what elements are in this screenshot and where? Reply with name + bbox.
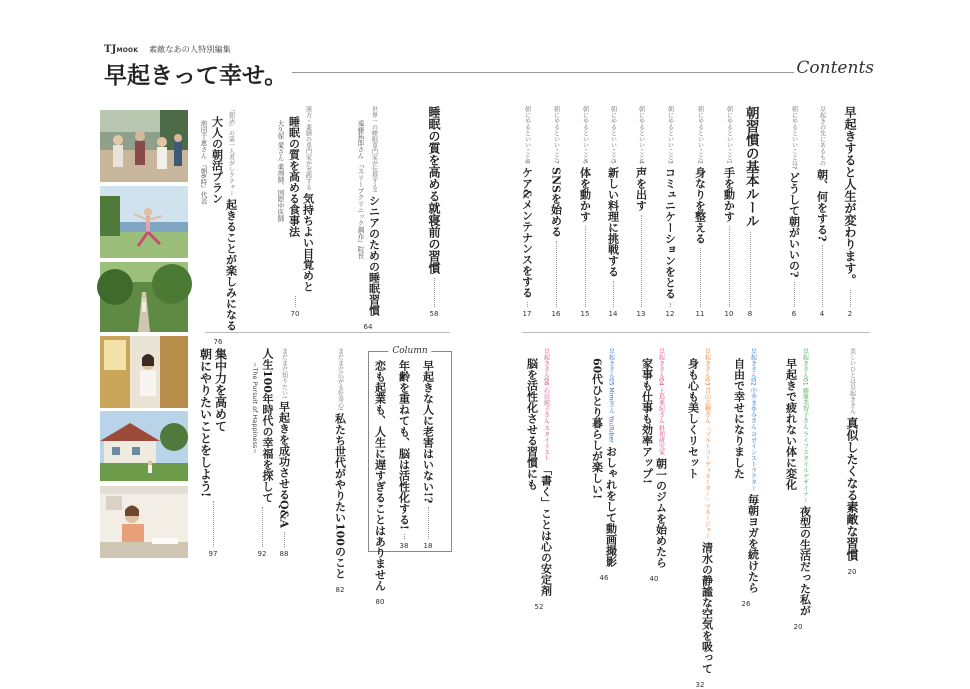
leader-dots <box>641 215 642 307</box>
page-number: 4 <box>819 310 825 318</box>
toc-entry[interactable] <box>814 106 830 318</box>
toc-kicker: 早起きさん02 中井まゆみさん ヨガインストラクター <box>749 348 757 492</box>
photo-garden-path <box>100 262 188 332</box>
toc-kicker: 早起きの先にあるもの <box>818 106 826 166</box>
page-number: 76 <box>213 338 223 346</box>
divider-right <box>522 332 870 333</box>
column-label: Column <box>388 346 431 356</box>
toc-subtitle: 池田千恵さん 『朝6時』代表 <box>199 120 208 205</box>
toc-kicker: 漢方・薬膳の専門家が実践する <box>304 106 312 190</box>
toc-entry[interactable] <box>605 106 621 318</box>
series-name: 素敵なあの人特別編集 <box>148 45 231 54</box>
page-header <box>104 40 874 92</box>
leader-dots <box>750 232 751 308</box>
divider-left <box>205 332 450 333</box>
toc-title: 真似したくなる素敵な習慣 <box>845 417 859 561</box>
page-number: 92 <box>257 550 267 558</box>
toc-kicker: 早起きさん01 藤原美智子さん ライフスタイルデザイナー <box>801 348 809 504</box>
page-number: 15 <box>580 310 590 318</box>
page-number: 64 <box>363 323 373 332</box>
toc-title: 睡眠の質を高める就寝前の習慣 <box>427 106 441 274</box>
leader-dots <box>428 507 429 539</box>
toc-title: ケア&メンテナンスをする <box>520 166 534 298</box>
toc-entry[interactable] <box>548 106 564 318</box>
toc-entry[interactable] <box>275 106 315 318</box>
toc-title-line2: 早起きで疲れない体に変化 <box>784 358 798 490</box>
toc-entry[interactable] <box>633 106 649 318</box>
toc-entry[interactable] <box>249 348 275 558</box>
toc-title: 早起きを成功させるQ&A <box>277 401 291 529</box>
toc-entry[interactable] <box>742 106 758 318</box>
leader-dots <box>295 296 296 307</box>
toc-title: 気持ちよい目覚めと <box>301 193 315 292</box>
toc-title-line2: 睡眠の質を高める食事法 <box>287 116 301 237</box>
toc-title: 朝一のジムを始めたら <box>654 458 668 569</box>
photo-group-exercise <box>100 110 188 182</box>
toc-entry[interactable] <box>426 106 442 318</box>
toc-title: SNSを始める <box>549 166 563 237</box>
toc-title-line2: 身も心も美しくリセット <box>686 358 700 479</box>
toc-entry[interactable] <box>639 348 669 584</box>
toc-title: 清水の静謐な空気を吸って <box>700 542 714 675</box>
toc-title: おしゃれをして動画撮影 <box>604 445 618 567</box>
leader-dots <box>729 226 730 307</box>
leader-dots <box>822 245 823 307</box>
page-number: 17 <box>522 310 532 318</box>
leader-dots <box>794 282 795 307</box>
page-number: 32 <box>695 681 705 689</box>
toc-kicker: 朝にやるといいこと6 <box>581 106 589 164</box>
page-number: 16 <box>551 310 561 318</box>
toc-title: 起きることが楽しみになる <box>224 199 238 331</box>
toc-kicker: 早起きさん03 青山志穂さん 『ソルトコーディネーター』マネージャー <box>703 348 711 540</box>
page-number: 11 <box>695 310 705 318</box>
toc-entry[interactable] <box>372 360 388 606</box>
leader-dots <box>434 278 435 307</box>
page-number: 14 <box>608 310 618 318</box>
toc-entry[interactable] <box>721 106 737 318</box>
page-number: 58 <box>429 310 439 318</box>
toc-entry[interactable] <box>842 106 858 318</box>
toc-title: 私たち世代がやりたい100のこと <box>333 413 347 580</box>
page-number: 38 <box>399 542 409 550</box>
header-rule <box>292 72 794 73</box>
toc-kicker: 朝にやるといいこと4 <box>637 106 645 164</box>
toc-entry[interactable] <box>577 106 593 318</box>
page-number: 20 <box>847 568 857 576</box>
contents-label: Contents <box>796 58 874 78</box>
toc-subtitle: ~The Pursuit of Happiness~ <box>251 362 259 454</box>
toc-entry[interactable] <box>519 106 535 318</box>
toc-title: 「書く」ことは心の安定剤 <box>539 464 553 597</box>
toc-title: 集中力を高めて <box>213 348 228 432</box>
toc-title: 毎朝ヨガを続けたら <box>746 494 760 594</box>
page-number: 88 <box>279 550 289 558</box>
toc-kicker: 朝にやるといいこと8 <box>523 106 531 164</box>
toc-kicker: 朝にやるといいこと2 <box>696 106 704 164</box>
brand <box>104 44 231 55</box>
page-number: 12 <box>665 310 675 318</box>
page-number: 40 <box>649 575 659 584</box>
toc-title: 体を動かす <box>578 166 592 222</box>
brand-mook: MOOK <box>116 47 139 54</box>
photo-yoga-seaside <box>100 186 188 258</box>
toc-kicker: 朝にやるといいことは? <box>790 106 798 170</box>
toc-title: 早起きな人に老害はいない!? <box>421 360 435 504</box>
toc-kicker: 美しいひとは早起きさん <box>848 348 856 414</box>
toc-kicker: 朝にやるといいこと7 <box>552 106 560 164</box>
toc-title-line2: 60代ひとり暮らしが楽しい! <box>590 358 604 500</box>
page-number: 8 <box>747 310 753 318</box>
toc-entry[interactable] <box>844 348 860 576</box>
toc-kicker: 朝にやるといいこと3 <box>666 106 674 164</box>
page-number: 20 <box>793 623 803 632</box>
page-title: 早起きって幸せ。 <box>104 62 288 89</box>
page-number: 26 <box>741 600 751 609</box>
toc-entry[interactable] <box>198 348 228 558</box>
toc-entry[interactable] <box>692 106 708 318</box>
page-number: 6 <box>791 310 797 318</box>
toc-title: 声を出す <box>634 166 648 211</box>
toc-kicker: 世界一の睡眠専門家が伝授する! <box>370 106 378 193</box>
page-number: 10 <box>724 310 734 318</box>
page-number: 70 <box>290 310 300 318</box>
toc-kicker: 早起きさん06 石田純子さん スタイリスト <box>542 348 550 462</box>
page-number: 46 <box>599 573 609 582</box>
toc-title: 手を動かす <box>722 166 736 222</box>
toc-subtitle: 遠藤拓郎さん 『スリープクリニック調布』院長 <box>356 120 365 259</box>
toc-title: シニアのための睡眠習慣 <box>367 195 381 317</box>
photo-house-garden <box>100 411 188 481</box>
toc-kicker: 早起きさん04 上島亜紀さん 料理研究家 <box>657 348 665 456</box>
leader-dots <box>613 281 614 307</box>
toc-entry[interactable] <box>524 348 554 612</box>
toc-kicker: 朝にやるといいこと5 <box>609 106 617 164</box>
photo-writing-desk <box>100 486 188 558</box>
toc-title-line2: 朝にやりたいことをしよう! <box>198 348 213 498</box>
toc-entry[interactable] <box>662 106 678 318</box>
toc-title-line2: 脳を活性化させる習慣にも <box>525 358 539 490</box>
page-number: 13 <box>636 310 646 318</box>
leader-dots <box>262 507 263 547</box>
leader-dots <box>670 303 671 307</box>
toc-kicker: 「朝活」の第一人者がレクチャー <box>227 106 235 196</box>
leader-dots <box>213 501 214 547</box>
toc-title: 年齢を重ねても、脳は活性化する! <box>397 360 411 530</box>
toc-title: 朝、何をする? <box>815 169 829 242</box>
toc-subtitle: 大久保 愛さん 薬剤師、国際中医師 <box>276 120 285 222</box>
toc-title-line2: 自由で幸せになりました <box>732 358 746 479</box>
toc-title: 人生100年時代の幸福を探して <box>261 348 274 503</box>
toc-kicker: 早起きさん05 Mimiさん YouTuber <box>607 348 615 443</box>
toc-title: 身なりを整える <box>693 166 707 244</box>
toc-entry[interactable] <box>276 348 292 558</box>
toc-title-line2: 大人の朝活プラン <box>210 116 224 204</box>
leader-dots <box>850 290 851 307</box>
page-number: 82 <box>335 586 345 595</box>
toc-entry[interactable] <box>355 106 381 332</box>
toc-title: 新しい料理に挑戦する <box>606 166 620 277</box>
toc-entry[interactable] <box>198 106 238 346</box>
toc-entry[interactable] <box>420 360 436 550</box>
toc-entry[interactable] <box>396 360 412 550</box>
page-number: 97 <box>208 550 218 558</box>
page-number: 52 <box>534 603 544 612</box>
leader-dots <box>404 534 405 539</box>
toc-entry[interactable] <box>783 348 813 632</box>
leader-dots <box>585 226 586 307</box>
toc-entry[interactable] <box>685 348 715 689</box>
page-number: 80 <box>375 598 385 606</box>
toc-title: 早起きすると人生が変わります。 <box>843 106 857 286</box>
toc-kicker: 朝にやるといいこと1 <box>725 106 733 164</box>
toc-title: 夜型の生活だった私が <box>798 506 812 617</box>
leader-dots <box>556 241 557 307</box>
toc-entry[interactable] <box>731 348 761 609</box>
toc-kicker: まだまだ知りたい! <box>280 348 288 399</box>
toc-title-line2: 家事も仕事も効率アップ! <box>640 358 654 484</box>
toc-kicker: まだまだ広がる好奇心! <box>336 348 344 411</box>
toc-title: 朝習慣の基本ルール <box>742 106 759 228</box>
leader-dots <box>284 532 285 547</box>
toc-entry[interactable] <box>589 348 619 582</box>
photo-window-portrait <box>100 336 188 408</box>
toc-title: コミュニケーションをとる <box>663 166 677 299</box>
page-number: 2 <box>847 310 853 318</box>
toc-title: どうして朝がいいの? <box>787 172 801 278</box>
toc-title: 恋も起業も、人生に遅すぎることはありません <box>373 360 387 591</box>
leader-dots <box>527 302 528 307</box>
brand-tj: TJ <box>104 44 117 55</box>
leader-dots <box>700 248 701 307</box>
toc-entry[interactable] <box>786 106 802 318</box>
page-number: 18 <box>423 542 433 550</box>
toc-entry[interactable] <box>332 348 348 595</box>
